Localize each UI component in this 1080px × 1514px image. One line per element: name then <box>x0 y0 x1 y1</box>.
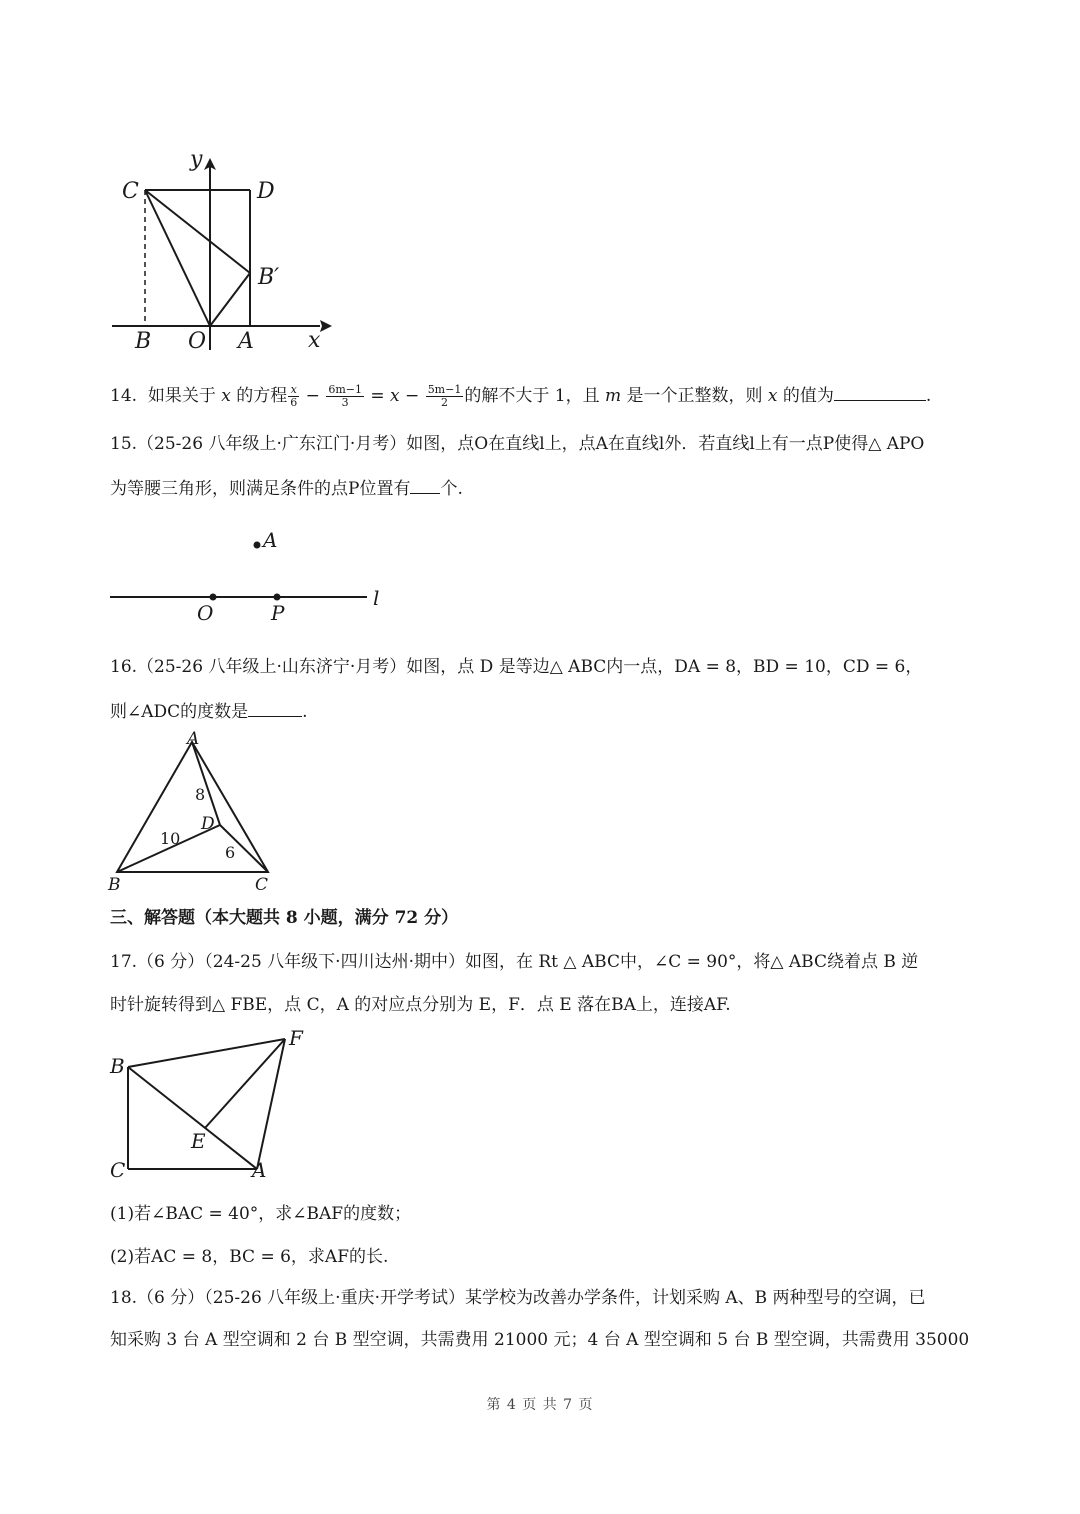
label-c: C <box>110 1158 126 1182</box>
segment-ba <box>128 1067 257 1169</box>
fraction-5m-2: $\frac{5m-1}{2}$ <box>427 383 462 409</box>
length-6: 6 <box>225 843 236 862</box>
x-axis-arrow <box>320 320 332 332</box>
label-o: O <box>197 601 214 625</box>
answer-blank-16 <box>248 698 302 717</box>
segment-bf <box>128 1039 285 1067</box>
label-a: A <box>187 730 200 749</box>
segment-cb-prime <box>145 190 250 273</box>
question-16-line2: 则∠ADC的度数是 . <box>110 698 308 724</box>
question-15-line1: 15.（25-26 八年级上·广东江门·月考）如图，点O在直线l上，点A在直线l外．若直线l上有一点P使得△ APO <box>110 434 925 454</box>
label-d: D <box>257 179 275 204</box>
label-b-prime: B′ <box>258 265 280 290</box>
question-17-line1: 17.（6 分）（24-25 八年级下·四川达州·期中）如图，在 Rt △ ABC中，∠C = 90°，将△ ABC绕着点 B 逆 <box>110 952 919 972</box>
label-y: y <box>190 147 203 172</box>
label-o: O <box>188 329 207 354</box>
segment-fa <box>257 1039 285 1169</box>
label-a: A <box>263 528 278 552</box>
triangle-abc <box>117 742 268 872</box>
label-c: C <box>122 179 139 204</box>
answer-blank-14 <box>834 382 926 401</box>
rotation-figure <box>105 1025 325 1190</box>
label-e: E <box>191 1129 206 1153</box>
point-a <box>254 542 261 549</box>
point-o <box>210 594 217 601</box>
fraction-6m-3: $\frac{6m-1}{3}$ <box>328 383 362 409</box>
section-heading: 三、解答题（本大题共 8 小题，满分 72 分） <box>110 908 459 928</box>
label-a: A <box>252 1158 267 1182</box>
line-figure <box>105 525 405 625</box>
label-b: B <box>108 875 121 895</box>
label-p: P <box>271 601 285 625</box>
label-l: l <box>373 586 380 610</box>
label-f: F <box>289 1026 303 1050</box>
length-10: 10 <box>160 829 181 848</box>
page-footer: 第 4 页 共 7 页 <box>486 1397 594 1413</box>
label-c: C <box>255 875 269 895</box>
question-17-part2: (2)若AC = 8，BC = 6，求AF的长. <box>110 1247 389 1267</box>
triangle-figure <box>105 730 285 895</box>
length-8: 8 <box>195 785 206 804</box>
question-14: 14. 如果关于 x 的方程 $\frac{x}{6}$ − $\frac{6m-1}{3}$ = x − $\frac{5m-1}{2}$ 的解不大于 1，且 m 是一个正整数，则 x 的值为 . <box>110 383 932 409</box>
label-d: D <box>201 814 215 834</box>
coordinate-figure <box>100 140 340 360</box>
label-a: A <box>238 329 254 354</box>
label-b: B <box>135 329 152 354</box>
question-17-part1: (1)若∠BAC = 40°，求∠BAF的度数； <box>110 1204 412 1224</box>
question-17-line2: 时针旋转得到△ FBE，点 C，A 的对应点分别为 E，F．点 E 落在BA上，连接AF. <box>110 995 731 1015</box>
segment-co <box>145 190 210 326</box>
fraction-x-6: $\frac{x}{6}$ <box>290 383 298 409</box>
question-18-line1: 18.（6 分）（25-26 八年级上·重庆·开学考试）某学校为改善办学条件，计划采购 A、B 两种型号的空调，已 <box>110 1288 926 1308</box>
answer-blank-15 <box>410 475 440 494</box>
question-16-line1: 16.（25-26 八年级上·山东济宁·月考）如图，点 D 是等边△ ABC内一点，DA = 8，BD = 10，CD = 6， <box>110 657 923 677</box>
segment-ob-prime <box>210 273 250 326</box>
label-x: x <box>308 328 321 353</box>
question-18-line2: 知采购 3 台 A 型空调和 2 台 B 型空调，共需费用 21000 元；4 台 A 型空调和 5 台 B 型空调，共需费用 35000 <box>110 1330 970 1350</box>
label-b: B <box>110 1054 125 1078</box>
point-p <box>274 594 281 601</box>
question-15-line2: 为等腰三角形，则满足条件的点P位置有 个. <box>110 475 463 501</box>
segment-fe <box>205 1039 285 1128</box>
